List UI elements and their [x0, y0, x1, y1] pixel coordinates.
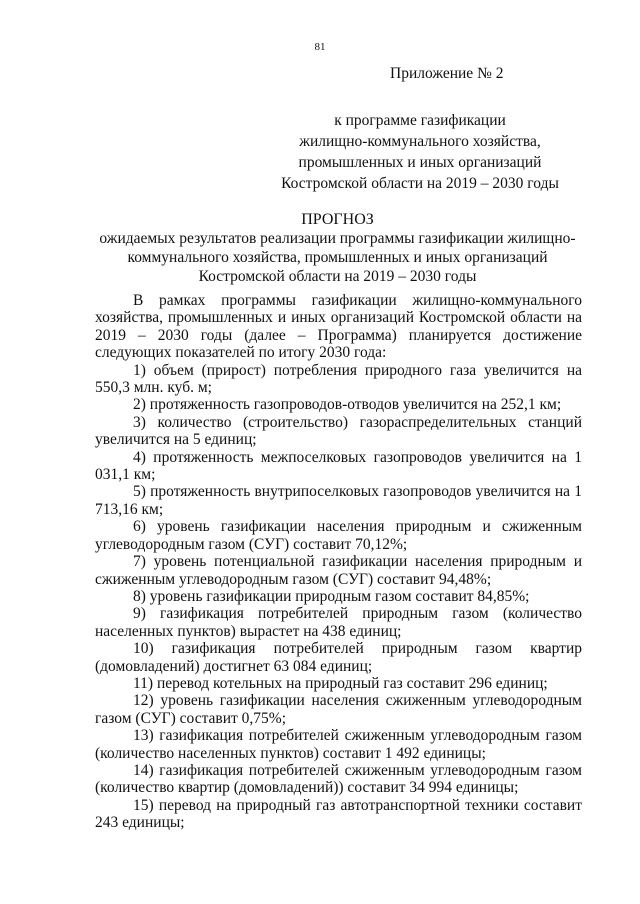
- intro-paragraph: В рамках программы газификации жилищно-коммунального хозяйства, промышленных и иных организаций Костромской области на 2019 – 2030 годы (далее – Программа) планируется достижение следующих показателей по итогу 2030 года:: [95, 292, 582, 362]
- document-body: [95, 292, 582, 832]
- appendix-line: Костромской области на 2019 – 2030 годы: [281, 175, 559, 192]
- list-item: 9) газификация потребителей природным газом (количество населенных пунктов) вырастет на 438 единиц;: [95, 605, 582, 640]
- appendix-title: Приложение № 2: [390, 65, 504, 82]
- list-item: 4) протяженность межпоселковых газопроводов увеличится на 1 031,1 км;: [95, 448, 582, 484]
- heading-line: Костромской области на 2019 – 2030 годы: [198, 268, 477, 285]
- forecast-heading: [95, 210, 580, 286]
- heading-line: ожидаемых результатов реализации программы газификации жилищно-: [99, 230, 576, 247]
- list-item: 5) протяженность внутрипоселковых газопроводов увеличится на 1 713,16 км;: [95, 483, 582, 518]
- page-number: 81: [314, 41, 326, 53]
- list-item: 3) количество (строительство) газораспределительных станций увеличится на 5 единиц;: [95, 413, 582, 449]
- list-item: 13) газификация потребителей сжиженным углеводородным газом (количество населенных пунктов) составит 1 492 единицы;: [95, 727, 582, 762]
- list-item: 12) уровень газификации населения сжиженным углеводородным газом (СУГ) составит 0,75%;: [95, 692, 582, 727]
- heading-line: коммунального хозяйства, промышленных и иных организаций: [127, 249, 548, 266]
- list-item: 8) уровень газификации природным газом составит 84,85%;: [133, 587, 530, 605]
- appendix-line: к программе газификации: [334, 112, 506, 129]
- list-item: 1) объем (прирост) потребления природного газа увеличится на 550,3 млн. куб. м;: [95, 361, 582, 397]
- appendix-line: промышленных и иных организаций: [298, 154, 542, 171]
- appendix-line: жилищно-коммунального хозяйства,: [299, 133, 541, 150]
- list-item: 15) перевод на природный газ автотранспортной техники составит 243 единицы;: [95, 796, 582, 832]
- list-item: 7) уровень потенциальной газификации населения природным и сжиженным углеводородным газом (СУГ) составит 94,48%;: [95, 553, 582, 588]
- list-item: 2) протяженность газопроводов-отводов увеличится на 252,1 км;: [133, 396, 562, 414]
- heading-title: ПРОГНОЗ: [301, 211, 374, 228]
- list-item: 6) уровень газификации населения природным и сжиженным углеводородным газом (СУГ) составит 70,12%;: [95, 518, 582, 553]
- list-item: 11) перевод котельных на природный газ составит 296 единиц;: [133, 674, 548, 692]
- list-item: 10) газификация потребителей природным газом квартир (домовладений) достигнет 63 084 единиц;: [95, 640, 582, 675]
- list-item: 14) газификация потребителей сжиженным углеводородным газом (количество квартир (домовладений)) составит 34 994 единицы;: [95, 761, 582, 797]
- appendix-subtitle: [260, 110, 580, 194]
